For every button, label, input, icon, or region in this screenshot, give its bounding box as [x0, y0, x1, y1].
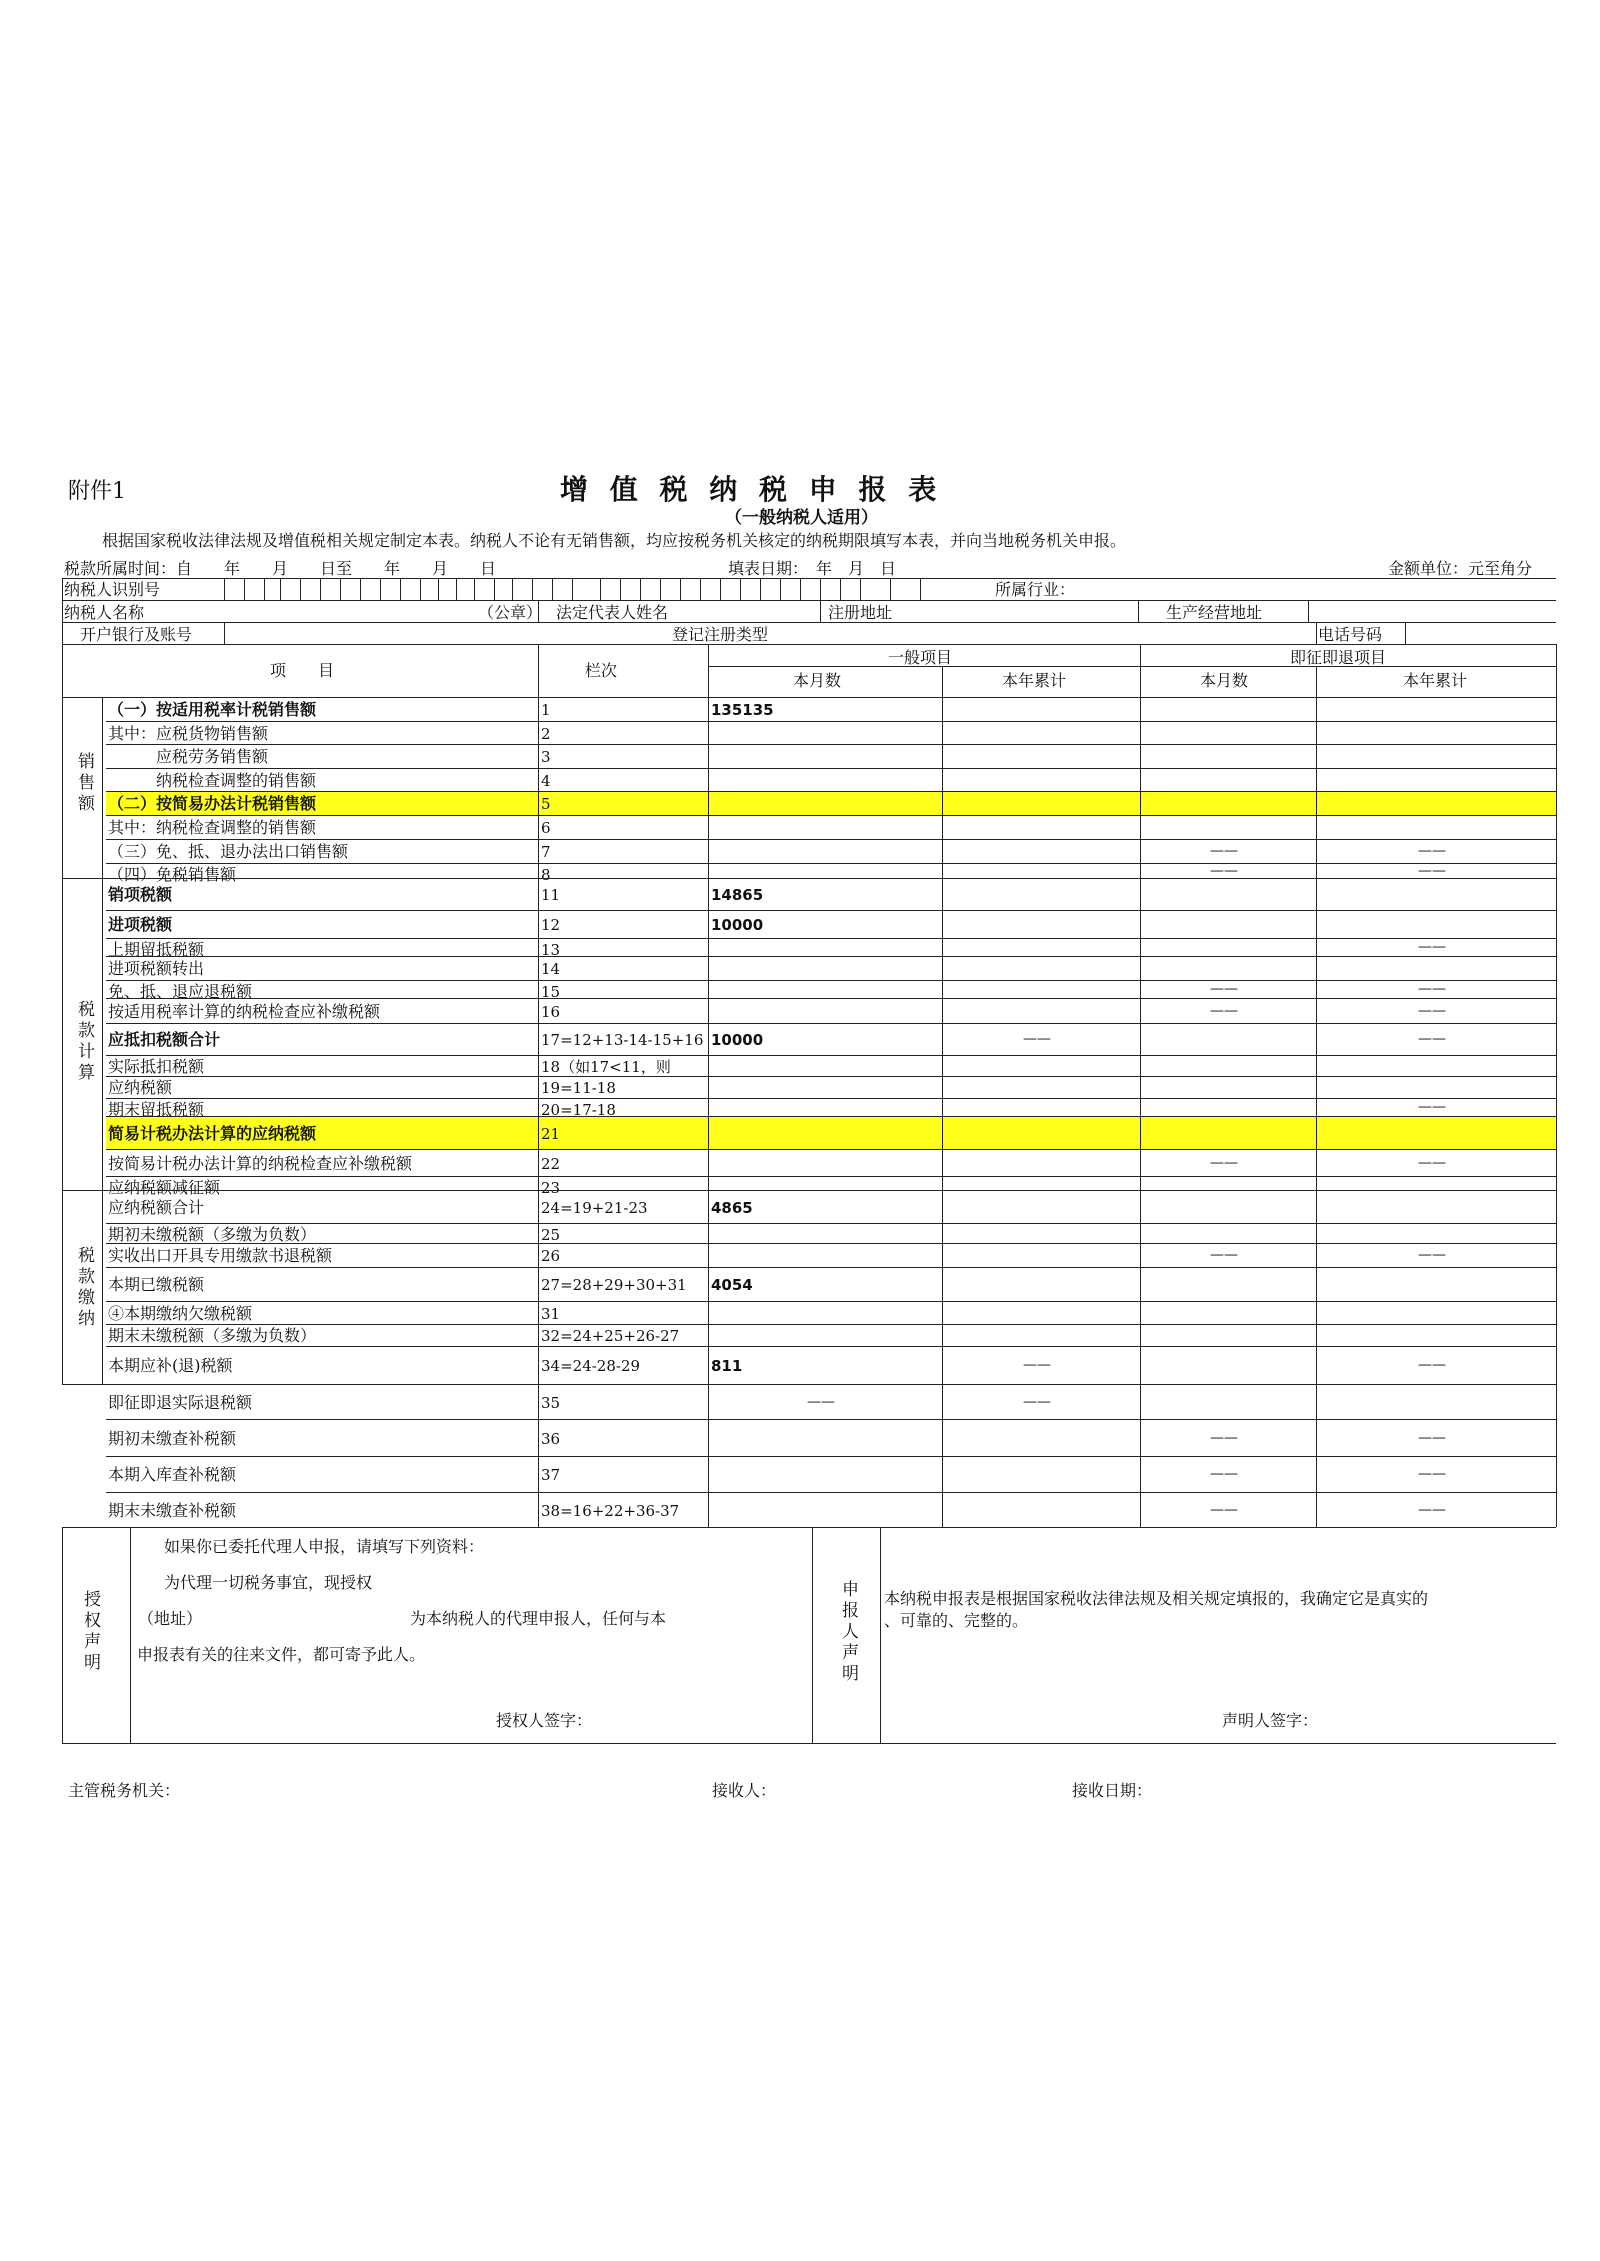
cell-na-ry: —— — [1418, 843, 1446, 859]
cell-na-rm: —— — [1210, 1247, 1238, 1263]
row-col-no: 6 — [541, 819, 551, 837]
grid-hline — [106, 1223, 1556, 1224]
auth-line3-agent: 为本纳税人的代理申报人，任何与本 — [410, 1609, 667, 1628]
authorization-label: 授权声明 — [80, 1590, 100, 1674]
cell-na-rm: —— — [1210, 862, 1238, 879]
grid-hline — [106, 744, 1556, 745]
grid-hline — [62, 644, 1556, 645]
grid-hline — [106, 1267, 1556, 1268]
grid-hline — [106, 1116, 1556, 1117]
auth-line1: 如果你已委托代理人申报，请填写下列资料： — [164, 1537, 485, 1556]
cell-na-ry: —— — [1418, 1002, 1446, 1019]
grid-vline — [340, 578, 341, 600]
row-item: 期末未缴税额（多缴为负数） — [108, 1326, 317, 1345]
row-item: 应纳税额减征额 — [108, 1178, 221, 1197]
header-refund-ytd: 本年累计 — [1403, 671, 1468, 690]
grid-vline — [438, 578, 439, 600]
cell-na-ry: —— — [1418, 1031, 1446, 1047]
row-item: （二）按简易办法计税销售额 — [108, 794, 317, 813]
auth-line2: 为代理一切税务事宜，现授权 — [164, 1573, 373, 1592]
row-col-no: 36 — [541, 1429, 561, 1448]
grid-hline — [106, 998, 1556, 999]
cell-na-ry: —— — [1418, 981, 1446, 997]
reg-type-label: 登记注册类型 — [672, 625, 769, 644]
row-col-no: 22 — [541, 1154, 561, 1173]
grid-vline — [1140, 697, 1141, 1527]
grid-vline — [538, 644, 539, 697]
row-item: 应纳税额合计 — [108, 1197, 205, 1217]
row-col-no: 2 — [541, 724, 551, 743]
grid-vline — [1308, 600, 1309, 622]
row-item: 期末未缴查补税额 — [108, 1500, 237, 1520]
grid-vline — [820, 578, 821, 600]
row-col-no: 7 — [541, 843, 551, 861]
row-col-no: 31 — [541, 1304, 561, 1323]
row-item: 上期留抵税额 — [108, 940, 205, 959]
footer-authority: 主管税务机关： — [68, 1781, 181, 1800]
grid-vline — [620, 578, 621, 600]
grid-vline — [400, 578, 401, 600]
row-item: 期初未缴查补税额 — [108, 1428, 237, 1448]
row-col-no: 35 — [541, 1393, 561, 1412]
header-item: 项 目 — [270, 661, 335, 680]
footer-receiver: 接收人： — [712, 1781, 777, 1800]
grid-hline — [106, 1492, 1556, 1493]
grid-vline — [720, 578, 721, 600]
cell-na-rm: —— — [1210, 981, 1238, 997]
row-item: （一）按适用税率计税销售额 — [108, 700, 317, 719]
phone-label: 电话号码 — [1318, 625, 1383, 644]
cell-na-ry: —— — [1418, 939, 1446, 955]
row-item: （四）免税销售额 — [108, 865, 237, 884]
decl-line1: 本纳税申报表是根据国家税收法律法规及相关规定填报的，我确定它是真实的 — [884, 1589, 1429, 1608]
row-col-no: 4 — [541, 771, 551, 790]
row-item: 即征即退实际退税额 — [108, 1392, 253, 1412]
cell-na-ry: —— — [1418, 1357, 1446, 1373]
intro-text: 根据国家税收法律法规及增值税相关规定制定本表。纳税人不论有无销售额，均应按税务机关核定的纳税期限填写本表，并向当地税务机关申报。 — [102, 531, 1127, 550]
row-col-no: 8 — [541, 866, 551, 884]
grid-hline — [106, 721, 1556, 722]
row-item: （三）免、抵、退办法出口销售额 — [108, 842, 349, 861]
grid-vline — [474, 578, 475, 600]
grid-vline — [62, 578, 63, 644]
row-col-no: 12 — [541, 916, 561, 934]
grid-hline — [106, 938, 1556, 939]
row-item: ④本期缴纳欠缴税额 — [108, 1303, 253, 1323]
cell-na-rm: —— — [1210, 1466, 1238, 1482]
grid-vline — [812, 1527, 813, 1743]
cell-gm[interactable]: 14865 — [711, 886, 764, 904]
row-item: 实收出口开具专用缴款书退税额 — [108, 1246, 333, 1265]
grid-hline — [106, 1301, 1556, 1302]
row-item: 进项税额 — [108, 915, 173, 934]
row-col-no: 26 — [541, 1247, 561, 1265]
reg-address-label: 注册地址 — [828, 603, 893, 622]
cell-na-ry: —— — [1418, 1466, 1446, 1482]
grid-hline — [106, 768, 1556, 769]
grid-vline — [1316, 697, 1317, 1527]
grid-vline — [420, 578, 421, 600]
grid-hline — [62, 878, 1556, 879]
cell-na-rm: —— — [1210, 1429, 1238, 1446]
tax-period: 税款所属时间：自 年 月 日至 年 月 日 — [64, 559, 497, 578]
grid-vline — [942, 666, 943, 697]
grid-vline — [300, 578, 301, 600]
cell-na-gy: —— — [1023, 1393, 1051, 1410]
grid-vline — [708, 697, 709, 1527]
grid-vline — [456, 578, 457, 600]
row-col-no: 5 — [541, 795, 551, 813]
row-col-no: 1 — [541, 701, 551, 719]
row-item: 本期入库查补税额 — [108, 1465, 237, 1484]
declaration-label: 申报人声明 — [838, 1580, 858, 1685]
grid-vline — [640, 578, 641, 600]
grid-vline — [740, 578, 741, 600]
grid-vline — [62, 644, 63, 697]
row-item: 应纳税额 — [108, 1078, 173, 1097]
grid-vline — [600, 578, 601, 600]
header-general-month: 本月数 — [793, 671, 842, 690]
cell-na-gm: —— — [807, 1393, 835, 1410]
header-general: 一般项目 — [888, 648, 953, 667]
header-col-no: 栏次 — [585, 661, 618, 680]
grid-vline — [130, 1527, 131, 1743]
row-item: 期末留抵税额 — [108, 1100, 205, 1119]
row-col-no: 25 — [541, 1226, 561, 1244]
grid-vline — [380, 578, 381, 600]
grid-hline — [106, 1023, 1556, 1024]
cell-na-ry: —— — [1418, 1429, 1446, 1446]
industry-label: 所属行业： — [995, 580, 1076, 599]
row-item: 应抵扣税额合计 — [108, 1030, 221, 1049]
fill-date: 填表日期： 年 月 日 — [728, 559, 897, 578]
row-col-no: 13 — [541, 941, 561, 959]
grid-hline — [62, 1384, 1556, 1385]
row-col-no: 27=28+29+30+31 — [541, 1276, 687, 1294]
row-item: 本期应补(退)税额 — [108, 1356, 233, 1375]
grid-hline — [106, 1055, 1556, 1056]
row-item: 免、抵、退应退税额 — [108, 982, 253, 1001]
grid-vline — [244, 578, 245, 600]
grid-vline — [660, 578, 661, 600]
footer-receive-date: 接收日期： — [1072, 1781, 1153, 1800]
cell-gm[interactable]: 10000 — [711, 1031, 764, 1049]
grid-vline — [538, 600, 539, 622]
grid-vline — [1316, 622, 1317, 644]
cell-na-rm: —— — [1210, 1002, 1238, 1019]
section-sales-label: 销售额 — [74, 752, 94, 815]
cell-gm[interactable]: 10000 — [711, 916, 764, 934]
row-col-no: 18（如17<11，则 — [541, 1058, 671, 1076]
taxpayer-id-label: 纳税人识别号 — [64, 580, 161, 599]
row-col-no: 3 — [541, 748, 551, 766]
grid-vline — [760, 578, 761, 600]
auth-line4: 申报表有关的往来文件，都可寄予此人。 — [137, 1645, 426, 1664]
grid-hline — [62, 1190, 1556, 1191]
section-calc-label: 税款计算 — [74, 1000, 94, 1084]
form-title: 增 值 税 纳 税 申 报 表 — [560, 473, 943, 506]
grid-vline — [1138, 600, 1139, 622]
row-item: 其中：应税货物销售额 — [108, 723, 269, 743]
grid-vline — [572, 578, 573, 600]
grid-hline — [106, 791, 1556, 792]
grid-vline — [532, 578, 533, 600]
grid-vline — [494, 578, 495, 600]
row-col-no: 11 — [541, 886, 561, 904]
grid-vline — [1405, 622, 1406, 644]
row-col-no: 19=11-18 — [541, 1079, 616, 1097]
grid-vline — [942, 697, 943, 1527]
grid-hline — [106, 980, 1556, 981]
taxpayer-name-label: 纳税人名称 — [64, 603, 145, 622]
grid-vline — [224, 622, 225, 644]
cell-na-rm: —— — [1210, 1154, 1238, 1171]
cell-gm[interactable]: 4865 — [711, 1198, 753, 1217]
cell-na-gy: —— — [1023, 1031, 1051, 1047]
grid-vline — [320, 578, 321, 600]
grid-vline — [360, 578, 361, 600]
header-general-ytd: 本年累计 — [1002, 671, 1067, 690]
grid-hline — [106, 910, 1556, 911]
auth-sign: 授权人签字： — [496, 1711, 593, 1730]
grid-vline — [840, 578, 841, 600]
row-item: 其中：纳税检查调整的销售额 — [108, 818, 317, 837]
grid-hline — [106, 1456, 1556, 1457]
grid-vline — [780, 578, 781, 600]
form-subtitle: （一般纳税人适用） — [725, 508, 878, 528]
grid-hline — [62, 1743, 1556, 1744]
grid-vline — [700, 578, 701, 600]
grid-hline — [106, 1324, 1556, 1325]
row-col-no: 16 — [541, 1002, 561, 1021]
cell-na-rm: —— — [1210, 1501, 1238, 1518]
grid-hline — [106, 1419, 1556, 1420]
bank-label: 开户银行及账号 — [80, 625, 193, 644]
grid-hline — [708, 666, 1556, 667]
grid-hline — [62, 622, 1556, 623]
grid-hline — [106, 1098, 1556, 1099]
cell-gm[interactable]: 135135 — [711, 701, 774, 719]
cell-gm[interactable]: 811 — [711, 1357, 743, 1375]
grid-vline — [890, 578, 891, 600]
biz-address-label: 生产经营地址 — [1166, 603, 1263, 622]
grid-hline — [106, 839, 1556, 840]
row-col-no: 20=17-18 — [541, 1101, 616, 1119]
cell-na-gy: —— — [1023, 1357, 1051, 1373]
row-item: 本期已缴税额 — [108, 1275, 205, 1294]
header-refund: 即征即退项目 — [1290, 648, 1387, 667]
row-col-no: 17=12+13-14-15+16 — [541, 1031, 704, 1049]
grid-vline — [62, 1527, 63, 1743]
row-col-no: 24=19+21-23 — [541, 1198, 648, 1217]
grid-hline — [106, 1176, 1556, 1177]
row-col-no: 32=24+25+26-27 — [541, 1327, 680, 1345]
grid-hline — [62, 1527, 1556, 1528]
grid-vline — [880, 1527, 881, 1743]
seal-label: （公章） — [478, 603, 543, 622]
grid-vline — [264, 578, 265, 600]
decl-sign: 声明人签字： — [1222, 1711, 1319, 1730]
legal-rep-label: 法定代表人姓名 — [556, 603, 669, 622]
grid-hline — [106, 815, 1556, 816]
grid-hline — [106, 1346, 1556, 1347]
attachment-label: 附件1 — [68, 479, 126, 504]
grid-vline — [280, 578, 281, 600]
row-item: 按适用税率计算的纳税检查应补缴税额 — [108, 1001, 381, 1021]
row-col-no: 34=24-28-29 — [541, 1357, 641, 1375]
grid-hline — [62, 578, 1556, 579]
cell-na-ry: —— — [1418, 1501, 1446, 1518]
auth-line3-address: （地址） — [138, 1609, 203, 1628]
row-col-no: 21 — [541, 1124, 561, 1143]
cell-na-rm: —— — [1210, 843, 1238, 859]
row-col-no: 38=16+22+36-37 — [541, 1501, 680, 1520]
grid-hline — [62, 697, 1556, 698]
amount-unit: 金额单位：元至角分 — [1388, 559, 1533, 578]
header-refund-month: 本月数 — [1200, 671, 1249, 690]
grid-vline — [820, 600, 821, 622]
grid-hline — [106, 956, 1556, 957]
grid-vline — [920, 578, 921, 600]
cell-na-ry: —— — [1418, 862, 1446, 879]
row-col-no: 23 — [541, 1179, 561, 1197]
grid-vline — [1556, 644, 1557, 1527]
row-item: 实际抵扣税额 — [108, 1057, 205, 1076]
row-item: 按简易计税办法计算的纳税检查应补缴税额 — [108, 1153, 413, 1173]
grid-vline — [708, 644, 709, 697]
grid-vline — [860, 578, 861, 600]
grid-vline — [102, 697, 103, 1384]
row-item: 销项税额 — [108, 885, 173, 904]
grid-hline — [106, 1076, 1556, 1077]
row-col-no: 15 — [541, 983, 561, 1001]
row-item: 简易计税办法计算的应纳税额 — [108, 1123, 317, 1143]
row-item: 进项税额转出 — [108, 959, 205, 978]
row-item: 纳税检查调整的销售额 — [108, 770, 317, 790]
row-item: 应税劳务销售额 — [108, 747, 269, 766]
grid-vline — [538, 697, 539, 1527]
grid-vline — [224, 578, 225, 600]
row-col-no: 14 — [541, 960, 561, 978]
row-col-no: 37 — [541, 1466, 561, 1484]
grid-hline — [106, 863, 1556, 864]
grid-vline — [1140, 644, 1141, 697]
grid-vline — [62, 697, 63, 1384]
cell-na-ry: —— — [1418, 1099, 1446, 1115]
section-payment-label: 税款缴纳 — [74, 1246, 94, 1330]
row-item: 期初未缴税额（多缴为负数） — [108, 1225, 317, 1244]
grid-hline — [106, 1149, 1556, 1150]
cell-na-ry: —— — [1418, 1247, 1446, 1263]
decl-line2: 、可靠的、完整的。 — [884, 1611, 1029, 1630]
cell-na-ry: —— — [1418, 1154, 1446, 1171]
grid-vline — [800, 578, 801, 600]
grid-vline — [512, 578, 513, 600]
grid-hline — [62, 600, 1556, 601]
cell-gm[interactable]: 4054 — [711, 1276, 753, 1294]
grid-vline — [1316, 666, 1317, 697]
grid-hline — [106, 1243, 1556, 1244]
grid-vline — [680, 578, 681, 600]
grid-vline — [552, 578, 553, 600]
